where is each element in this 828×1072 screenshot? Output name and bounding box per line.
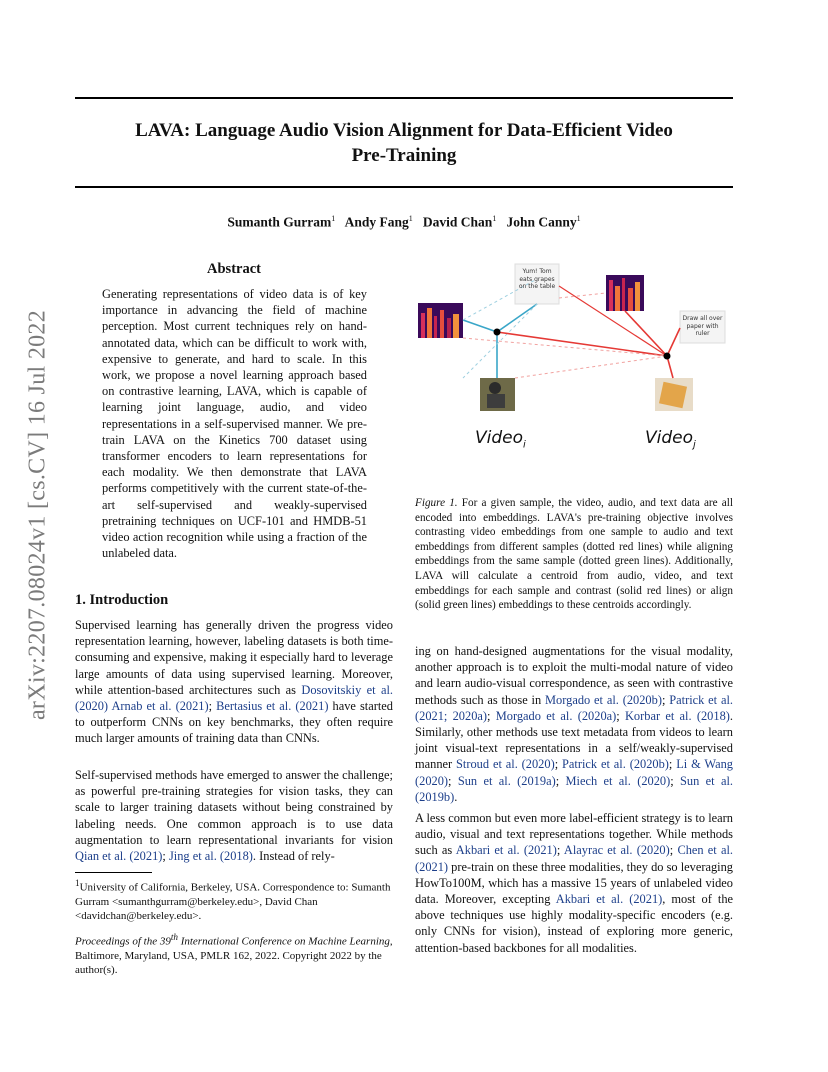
- title-bottom-rule: [75, 186, 733, 188]
- align-line: [497, 304, 537, 332]
- intro-paragraph-3: ing on hand-designed augmentations for the visual modality, another approach is to exploit the multi-modal nature of video and learn audio-visual correspondence, as seen with contrastive methods such as those in Morgado et al. (2020b); Patrick et al. (2021; 2020a); Morgado et al. (2020a); Korbar et al. (2018). Similarly, other methods use text metadata from videos to learn joint visual-text representations in a self/weakly-supervised manner Stroud et al. (2020); Patrick et al. (2020b); Li & Wang (2020); Sun et al. (2019a); Miech et al. (2020); Sun et al. (2019b).: [415, 644, 733, 804]
- contrast-line: [667, 328, 680, 356]
- citation-link[interactable]: Miech et al. (2020): [565, 773, 671, 788]
- citation-link[interactable]: Sun et al. (2019a): [457, 773, 556, 788]
- citation-link[interactable]: Chen et al. (2021): [415, 843, 734, 874]
- intro-paragraph-2: Self-supervised methods have emerged to answer the challenge; as powerful pre-training strategies for vision tasks, they can scale to larger training datasets without being constrained by labeling needs. One common approach is to use data augmentation to learn representational invariants for vision Qian et al. (2021); Jing et al. (2018). Instead of rely-: [75, 768, 393, 864]
- affiliation-mark: 1: [408, 214, 413, 223]
- citation-link[interactable]: Dosovitskiy et al. (2020): [75, 682, 393, 714]
- citation-link[interactable]: Patrick et al. (2021; 2020a): [415, 692, 733, 723]
- author-name: Andy Fang: [344, 214, 409, 230]
- top-rule: [75, 97, 733, 99]
- spectrogram-j: [606, 275, 644, 311]
- dotted-contrast-line: [515, 356, 667, 378]
- paragraph-text: Self-supervised methods have emerged to answer the challenge; as powerful pre-training strategies for vision tasks, they can scale to larger training datasets without being constrained by labeling needs. One common approach is to use data augmentation to learn representational invariants for vision: [75, 768, 393, 847]
- section-heading-introduction: 1. Introduction: [75, 592, 169, 608]
- citation-link[interactable]: Qian et al. (2021): [75, 849, 163, 864]
- centroid-i: [494, 329, 501, 336]
- affiliation-mark: 1: [331, 214, 336, 223]
- video-j-text: Video: [645, 428, 694, 448]
- paragraph-text: Supervised learning has generally driven the progress video representation learning, however, labeling datasets is both time-consuming and expensive, making it especially hard to leverage large amounts of data using supervised learning. Moreover, while attention-based architectures such as: [75, 618, 393, 697]
- citation-link[interactable]: Morgado et al. (2020a): [495, 708, 617, 723]
- caption-label: Figure 1.: [415, 497, 458, 509]
- arxiv-identifier: arXiv:2207.08024v1 [cs.CV] 16 Jul 2022: [24, 309, 51, 721]
- citation-link[interactable]: Li & Wang (2020): [415, 757, 733, 788]
- text-sample-j: Draw all over paper with ruler: [682, 315, 723, 337]
- proceedings-note: [75, 930, 393, 977]
- citation-link[interactable]: Bertasius et al. (2021): [216, 699, 329, 714]
- footnote-rule: [75, 872, 152, 873]
- paragraph-text: . Similarly, other methods use text metadata from videos to learn joint visual-text representations in a self/weakly-supervised manner: [415, 708, 733, 772]
- title-line-2: Pre-Training: [351, 145, 457, 166]
- citation-link[interactable]: Akbari et al. (2021): [555, 892, 663, 907]
- citation-link[interactable]: Stroud et al. (2020): [456, 757, 555, 772]
- video-frame-j: [655, 378, 693, 411]
- citation-link[interactable]: Patrick et al. (2020b): [562, 757, 669, 772]
- contrast-line: [497, 332, 667, 356]
- spectrogram-i: [418, 303, 463, 338]
- footnote-text: University of California, Berkeley, USA. Correspondence to: Sumanth Gurram <sumanthgurram@berkeley.edu>, David Chan <davidchan@berkeley.edu>.: [75, 881, 391, 922]
- proceedings-conference: International Conference on Machine Learning: [177, 935, 390, 948]
- intro-paragraph-4: A less common but even more label-efficient strategy is to learn audio, visual and text representations together. While methods such as Akbari et al. (2021); Alayrac et al. (2020); Chen et al. (2021) pre-train on these three modalities, they do so leveraging HowTo100M, which has a massive 15 years of unlabeled video data. Moreover, excepting Akbari et al. (2021), most of the above techniques use highly modality-specific encoders (e.g. only CNNs for vision), instead of exploring more generic, attention-based backbones for all modalities.: [415, 811, 734, 955]
- video-i-text: Video: [475, 428, 524, 448]
- arxiv-stamp: [20, 300, 56, 730]
- footnote: [75, 876, 393, 923]
- proceedings-sup: th: [170, 932, 178, 942]
- title-line-1: LAVA: Language Audio Vision Alignment for Data-Efficient Video: [135, 120, 673, 141]
- video-j-subscript: j: [693, 439, 696, 451]
- paragraph-text: A less common but even more label-efficient strategy is to learn audio, visual and text representations together. While methods such as: [415, 811, 733, 858]
- affiliation-mark: 1: [492, 214, 497, 223]
- paragraph-text: ing on hand-designed augmentations for the visual modality, another approach is to exploit the multi-modal nature of video and learn audio-visual correspondence, as seen with contrastive methods such as those in: [415, 644, 733, 707]
- paper-title: [75, 118, 733, 168]
- text-sample-i: Yum! Tom eats grapes on the table: [518, 268, 556, 290]
- video-j-label: [645, 428, 696, 450]
- author-list: [75, 214, 733, 231]
- caption-text: For a given sample, the video, audio, and text data are all encoded into embeddings. LAVA's pre-training objective involves contrasting video embeddings from one sample to audio and text embeddings from different samples (dotted red lines) while aligning embeddings from the same sample (dotted green lines). Additionally, LAVA will calculate a centroid from audio, video, and text embeddings for each sample and contrast (solid red lines) or align (solid green lines) embeddings to these centroids accordingly.: [415, 497, 733, 612]
- citation-link[interactable]: Arnab et al. (2021): [111, 699, 209, 714]
- proceedings-prefix: Proceedings of the 39: [75, 935, 171, 948]
- citation-link[interactable]: Akbari et al. (2021): [455, 843, 557, 858]
- centroid-j: [664, 353, 671, 360]
- paragraph-text: pre-train on these three modalities, they do so leveraging HowTo100M, which has a massive 15 years of unlabeled video data. Moreover, excepting: [415, 859, 733, 907]
- citation-link[interactable]: Morgado et al. (2020b): [545, 692, 662, 707]
- abstract-text: Generating representations of video data is of key importance in advancing the field of machine perception. Most current techniques rely on hand-annotated data, which can be difficult to work with, expensive to generate, and hard to scale. In this work, we propose a novel learning approach based on contrastive learning, LAVA, which is capable of learning joint language, audio, and video representations in a self-supervised manner. We pre-train LAVA on the Kinetics 700 dataset using transformer encoders to learn representations for each modality. We then demonstrate that LAVA performs competitively with the current state-of-the-art self-supervised and weakly-supervised pretraining techniques on UCF-101 and HMDB-51 video action recognition while using a fraction of the unlabeled data.: [102, 287, 367, 561]
- align-line: [463, 320, 497, 332]
- affiliation-mark: 1: [576, 214, 581, 223]
- footnote-mark: 1: [75, 878, 80, 888]
- intro-paragraph-1: Supervised learning has generally driven the progress video representation learning, however, labeling datasets is both time-consuming and expensive, making it especially hard to leverage large amounts of data using supervised learning. Moreover, while attention-based architectures such as Dosovitskiy et al. (2020) Arnab et al. (2021); Bertasius et al. (2021) have started to outperform CNNs on key benchmarks, they often require much larger amounts of training data than CNNs.: [75, 618, 393, 746]
- video-i-subscript: i: [523, 439, 526, 451]
- video-frame-i: [480, 378, 515, 411]
- citation-link[interactable]: Korbar et al. (2018): [624, 708, 730, 723]
- paragraph-text: . Instead of rely-: [252, 849, 335, 864]
- citation-link[interactable]: Alayrac et al. (2020): [563, 843, 670, 858]
- author-name: John Canny: [506, 214, 577, 230]
- author-name: David Chan: [422, 214, 493, 230]
- video-i-label: [475, 428, 526, 450]
- author-name: Sumanth Gurram: [227, 214, 332, 230]
- citation-link[interactable]: Jing et al. (2018): [168, 849, 253, 864]
- citation-link[interactable]: Sun et al. (2019b): [415, 773, 733, 804]
- figure-1-caption: [415, 496, 733, 613]
- figure-1: [415, 258, 733, 463]
- proceedings-details: , Baltimore, Maryland, USA, PMLR 162, 2022. Copyright 2022 by the author(s).: [75, 935, 393, 976]
- dotted-contrast-line: [559, 293, 606, 298]
- paragraph-text: have started to outperform CNNs on key benchmarks, they often require much larger amounts of training data than CNNs.: [75, 699, 393, 746]
- paragraph-text: , most of the above techniques use highly modality-specific encoders (e.g. only CNNs for vision), instead of exploring more generic, attention-based backbones for all modalities.: [415, 892, 734, 955]
- abstract-heading: Abstract: [207, 261, 261, 277]
